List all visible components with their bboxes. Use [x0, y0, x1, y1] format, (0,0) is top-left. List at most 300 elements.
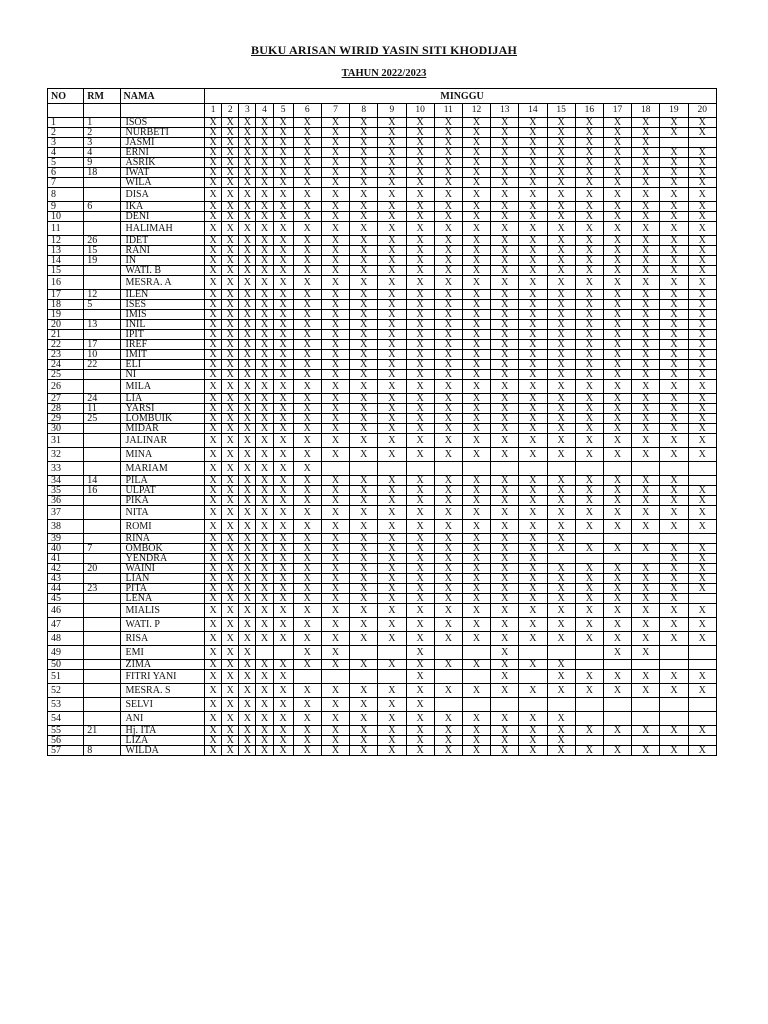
attendance-mark: X	[462, 594, 490, 604]
attendance-mark: X	[406, 138, 434, 148]
attendance-mark: X	[273, 462, 293, 476]
attendance-mark: X	[321, 506, 349, 520]
empty-cell	[256, 646, 273, 660]
empty-cell	[660, 646, 688, 660]
rm-number: 10	[84, 350, 120, 360]
attendance-mark: X	[205, 574, 222, 584]
row-number: 2	[48, 128, 84, 138]
row-number: 15	[48, 266, 84, 276]
attendance-mark: X	[293, 554, 321, 564]
attendance-mark: X	[321, 736, 349, 746]
attendance-mark: X	[688, 246, 716, 256]
row-number: 1	[48, 118, 84, 128]
attendance-mark: X	[239, 202, 256, 212]
attendance-mark: X	[491, 604, 519, 618]
attendance-mark: X	[256, 350, 273, 360]
member-name: WILDA	[120, 746, 205, 756]
attendance-mark: X	[239, 350, 256, 360]
attendance-mark: X	[660, 222, 688, 236]
attendance-mark: X	[256, 486, 273, 496]
week-number: 7	[321, 104, 349, 118]
attendance-mark: X	[462, 158, 490, 168]
attendance-mark: X	[547, 544, 575, 554]
attendance-mark: X	[205, 236, 222, 246]
attendance-mark: X	[547, 370, 575, 380]
attendance-mark: X	[491, 290, 519, 300]
attendance-mark: X	[321, 476, 349, 486]
attendance-mark: X	[273, 520, 293, 534]
attendance-mark: X	[256, 340, 273, 350]
attendance-mark: X	[547, 276, 575, 290]
attendance-mark: X	[350, 404, 378, 414]
attendance-mark: X	[603, 564, 631, 574]
attendance-mark: X	[688, 340, 716, 350]
attendance-mark: X	[378, 574, 406, 584]
table-row	[48, 574, 717, 584]
attendance-mark: X	[434, 404, 462, 414]
row-number: 16	[48, 276, 84, 290]
attendance-mark: X	[222, 340, 239, 350]
attendance-mark: X	[378, 168, 406, 178]
attendance-mark: X	[462, 118, 490, 128]
attendance-mark: X	[239, 118, 256, 128]
attendance-mark: X	[688, 404, 716, 414]
row-number: 12	[48, 236, 84, 246]
attendance-mark: X	[293, 486, 321, 496]
empty-cell	[632, 462, 660, 476]
attendance-mark: X	[547, 584, 575, 594]
attendance-mark: X	[293, 212, 321, 222]
member-name: ZIMA	[120, 660, 205, 670]
attendance-mark: X	[222, 554, 239, 564]
attendance-mark: X	[378, 340, 406, 350]
attendance-mark: X	[632, 222, 660, 236]
attendance-mark: X	[603, 168, 631, 178]
week-number: 1	[205, 104, 222, 118]
attendance-mark: X	[350, 118, 378, 128]
rm-number: 13	[84, 320, 120, 330]
attendance-mark: X	[434, 534, 462, 544]
attendance-mark: X	[575, 604, 603, 618]
rm-number	[84, 276, 120, 290]
member-name: SELVI	[120, 698, 205, 712]
row-number: 22	[48, 340, 84, 350]
attendance-mark: X	[406, 698, 434, 712]
attendance-mark: X	[222, 632, 239, 646]
attendance-mark: X	[350, 574, 378, 584]
attendance-mark: X	[491, 544, 519, 554]
attendance-mark: X	[378, 394, 406, 404]
member-name: ELI	[120, 360, 205, 370]
attendance-mark: X	[462, 212, 490, 222]
attendance-mark: X	[434, 330, 462, 340]
attendance-mark: X	[519, 158, 547, 168]
attendance-mark: X	[273, 574, 293, 584]
table-row	[48, 276, 717, 290]
attendance-mark: X	[321, 604, 349, 618]
attendance-mark: X	[406, 726, 434, 736]
attendance-mark: X	[378, 584, 406, 594]
attendance-mark: X	[350, 394, 378, 404]
attendance-mark: X	[491, 138, 519, 148]
attendance-mark: X	[321, 128, 349, 138]
attendance-mark: X	[378, 618, 406, 632]
empty-cell	[491, 698, 519, 712]
empty-cell	[603, 736, 631, 746]
attendance-mark: X	[660, 434, 688, 448]
attendance-mark: X	[205, 360, 222, 370]
attendance-mark: X	[547, 256, 575, 266]
empty-cell	[660, 698, 688, 712]
attendance-mark: X	[519, 380, 547, 394]
attendance-mark: X	[575, 158, 603, 168]
attendance-mark: X	[632, 646, 660, 660]
attendance-mark: X	[434, 290, 462, 300]
week-number: 3	[239, 104, 256, 118]
attendance-mark: X	[293, 712, 321, 726]
attendance-mark: X	[491, 266, 519, 276]
attendance-mark: X	[406, 222, 434, 236]
attendance-mark: X	[603, 202, 631, 212]
rm-number	[84, 736, 120, 746]
attendance-mark: X	[293, 646, 321, 660]
attendance-mark: X	[547, 660, 575, 670]
attendance-mark: X	[378, 564, 406, 574]
empty-cell	[519, 698, 547, 712]
attendance-mark: X	[321, 310, 349, 320]
member-name: FITRI YANI	[120, 670, 205, 684]
attendance-mark: X	[462, 148, 490, 158]
attendance-mark: X	[256, 394, 273, 404]
member-name: JALINAR	[120, 434, 205, 448]
attendance-mark: X	[350, 564, 378, 574]
attendance-mark: X	[256, 496, 273, 506]
attendance-mark: X	[222, 394, 239, 404]
attendance-mark: X	[378, 684, 406, 698]
attendance-mark: X	[519, 486, 547, 496]
attendance-mark: X	[350, 158, 378, 168]
member-name: YARSI	[120, 404, 205, 414]
attendance-mark: X	[273, 496, 293, 506]
attendance-mark: X	[491, 330, 519, 340]
empty-cell	[378, 462, 406, 476]
attendance-mark: X	[519, 300, 547, 310]
attendance-mark: X	[222, 222, 239, 236]
attendance-mark: X	[350, 310, 378, 320]
attendance-mark: X	[406, 394, 434, 404]
attendance-mark: X	[350, 712, 378, 726]
attendance-mark: X	[462, 290, 490, 300]
attendance-mark: X	[434, 350, 462, 360]
attendance-mark: X	[660, 276, 688, 290]
attendance-mark: X	[575, 544, 603, 554]
attendance-mark: X	[406, 370, 434, 380]
attendance-mark: X	[205, 404, 222, 414]
attendance-mark: X	[519, 246, 547, 256]
rm-number	[84, 712, 120, 726]
attendance-mark: X	[491, 360, 519, 370]
attendance-mark: X	[406, 646, 434, 660]
empty-cell	[632, 736, 660, 746]
attendance-mark: X	[632, 544, 660, 554]
member-name: ROMI	[120, 520, 205, 534]
table-row	[48, 236, 717, 246]
empty-cell	[519, 462, 547, 476]
attendance-mark: X	[321, 340, 349, 350]
attendance-mark: X	[547, 424, 575, 434]
empty-cell	[462, 698, 490, 712]
member-name: DENI	[120, 212, 205, 222]
attendance-mark: X	[256, 584, 273, 594]
attendance-mark: X	[273, 188, 293, 202]
attendance-mark: X	[688, 188, 716, 202]
attendance-mark: X	[491, 746, 519, 756]
row-number: 30	[48, 424, 84, 434]
attendance-mark: X	[256, 188, 273, 202]
attendance-mark: X	[603, 236, 631, 246]
empty-cell	[547, 462, 575, 476]
attendance-mark: X	[239, 726, 256, 736]
attendance-mark: X	[491, 632, 519, 646]
attendance-mark: X	[273, 618, 293, 632]
attendance-mark: X	[575, 380, 603, 394]
attendance-mark: X	[603, 256, 631, 266]
attendance-mark: X	[406, 574, 434, 584]
table-row	[48, 534, 717, 544]
attendance-mark: X	[239, 212, 256, 222]
attendance-mark: X	[462, 256, 490, 266]
attendance-mark: X	[350, 212, 378, 222]
attendance-mark: X	[256, 698, 273, 712]
attendance-mark: X	[406, 486, 434, 496]
attendance-mark: X	[491, 340, 519, 350]
attendance-mark: X	[434, 594, 462, 604]
attendance-mark: X	[462, 496, 490, 506]
week-number: 13	[491, 104, 519, 118]
attendance-mark: X	[222, 520, 239, 534]
attendance-mark: X	[273, 746, 293, 756]
member-name: LENA	[120, 594, 205, 604]
attendance-mark: X	[321, 266, 349, 276]
attendance-mark: X	[239, 320, 256, 330]
attendance-mark: X	[350, 698, 378, 712]
attendance-mark: X	[239, 746, 256, 756]
attendance-mark: X	[491, 736, 519, 746]
week-number: 14	[519, 104, 547, 118]
attendance-mark: X	[406, 300, 434, 310]
attendance-mark: X	[222, 330, 239, 340]
empty-cell	[48, 104, 84, 118]
member-name: LIAN	[120, 574, 205, 584]
attendance-mark: X	[603, 138, 631, 148]
attendance-mark: X	[256, 212, 273, 222]
attendance-mark: X	[293, 584, 321, 594]
attendance-mark: X	[632, 320, 660, 330]
attendance-mark: X	[575, 330, 603, 340]
attendance-mark: X	[350, 168, 378, 178]
attendance-mark: X	[273, 684, 293, 698]
attendance-mark: X	[378, 534, 406, 544]
attendance-mark: X	[575, 370, 603, 380]
member-list	[48, 118, 717, 756]
attendance-mark: X	[222, 684, 239, 698]
attendance-mark: X	[406, 256, 434, 266]
attendance-mark: X	[406, 236, 434, 246]
attendance-mark: X	[378, 414, 406, 424]
attendance-mark: X	[321, 212, 349, 222]
attendance-mark: X	[519, 476, 547, 486]
attendance-mark: X	[575, 476, 603, 486]
attendance-mark: X	[660, 554, 688, 564]
empty-cell	[688, 476, 716, 486]
attendance-mark: X	[660, 414, 688, 424]
attendance-mark: X	[547, 746, 575, 756]
attendance-mark: X	[660, 350, 688, 360]
attendance-mark: X	[603, 188, 631, 202]
attendance-mark: X	[378, 266, 406, 276]
attendance-mark: X	[575, 618, 603, 632]
attendance-mark: X	[547, 520, 575, 534]
attendance-mark: X	[406, 712, 434, 726]
attendance-mark: X	[205, 320, 222, 330]
rm-number: 26	[84, 236, 120, 246]
attendance-mark: X	[293, 188, 321, 202]
attendance-mark: X	[293, 266, 321, 276]
header-rm: RM	[84, 89, 120, 104]
attendance-mark: X	[293, 394, 321, 404]
attendance-mark: X	[273, 360, 293, 370]
attendance-mark: X	[205, 178, 222, 188]
attendance-mark: X	[205, 256, 222, 266]
attendance-mark: X	[519, 604, 547, 618]
attendance-mark: X	[205, 462, 222, 476]
attendance-mark: X	[222, 380, 239, 394]
rm-number: 8	[84, 746, 120, 756]
empty-cell	[575, 698, 603, 712]
attendance-mark: X	[575, 276, 603, 290]
attendance-mark: X	[378, 246, 406, 256]
attendance-mark: X	[434, 424, 462, 434]
attendance-mark: X	[462, 544, 490, 554]
attendance-mark: X	[632, 414, 660, 424]
attendance-mark: X	[239, 370, 256, 380]
attendance-mark: X	[222, 534, 239, 544]
attendance-mark: X	[547, 266, 575, 276]
attendance-mark: X	[273, 670, 293, 684]
empty-cell	[462, 646, 490, 660]
attendance-mark: X	[688, 604, 716, 618]
attendance-mark: X	[688, 394, 716, 404]
attendance-mark: X	[688, 584, 716, 594]
rm-number: 11	[84, 404, 120, 414]
attendance-mark: X	[660, 148, 688, 158]
rm-number: 4	[84, 148, 120, 158]
attendance-mark: X	[547, 178, 575, 188]
row-number: 41	[48, 554, 84, 564]
row-number: 13	[48, 246, 84, 256]
attendance-mark: X	[293, 544, 321, 554]
attendance-mark: X	[603, 544, 631, 554]
table-row	[48, 128, 717, 138]
table-row	[48, 370, 717, 380]
row-number: 23	[48, 350, 84, 360]
attendance-mark: X	[688, 684, 716, 698]
attendance-mark: X	[519, 370, 547, 380]
attendance-mark: X	[632, 394, 660, 404]
attendance-mark: X	[406, 670, 434, 684]
attendance-mark: X	[491, 660, 519, 670]
attendance-mark: X	[603, 726, 631, 736]
attendance-mark: X	[660, 486, 688, 496]
attendance-mark: X	[491, 554, 519, 564]
attendance-mark: X	[519, 564, 547, 574]
attendance-mark: X	[293, 564, 321, 574]
attendance-mark: X	[239, 188, 256, 202]
attendance-mark: X	[575, 404, 603, 414]
attendance-mark: X	[350, 290, 378, 300]
week-number: 20	[688, 104, 716, 118]
empty-cell	[688, 660, 716, 670]
attendance-mark: X	[462, 660, 490, 670]
attendance-mark: X	[350, 746, 378, 756]
member-name: HALIMAH	[120, 222, 205, 236]
attendance-mark: X	[239, 158, 256, 168]
attendance-mark: X	[519, 222, 547, 236]
attendance-mark: X	[491, 188, 519, 202]
attendance-mark: X	[688, 168, 716, 178]
attendance-mark: X	[603, 380, 631, 394]
attendance-mark: X	[378, 178, 406, 188]
attendance-mark: X	[321, 726, 349, 736]
attendance-mark: X	[239, 330, 256, 340]
table-row	[48, 138, 717, 148]
attendance-mark: X	[660, 178, 688, 188]
member-name: PITA	[120, 584, 205, 594]
attendance-mark: X	[205, 168, 222, 178]
rm-number: 12	[84, 290, 120, 300]
attendance-mark: X	[378, 404, 406, 414]
table-row	[48, 394, 717, 404]
attendance-mark: X	[222, 168, 239, 178]
empty-cell	[660, 534, 688, 544]
attendance-mark: X	[273, 594, 293, 604]
attendance-mark: X	[632, 290, 660, 300]
attendance-mark: X	[575, 520, 603, 534]
attendance-mark: X	[491, 236, 519, 246]
attendance-mark: X	[406, 618, 434, 632]
attendance-mark: X	[239, 310, 256, 320]
attendance-mark: X	[273, 256, 293, 266]
attendance-mark: X	[462, 340, 490, 350]
empty-cell	[575, 554, 603, 564]
attendance-mark: X	[462, 618, 490, 632]
member-name: ANI	[120, 712, 205, 726]
attendance-mark: X	[321, 222, 349, 236]
attendance-mark: X	[519, 320, 547, 330]
attendance-mark: X	[491, 246, 519, 256]
attendance-mark: X	[660, 360, 688, 370]
attendance-mark: X	[256, 222, 273, 236]
rm-number	[84, 424, 120, 434]
attendance-mark: X	[462, 360, 490, 370]
row-number: 53	[48, 698, 84, 712]
attendance-mark: X	[462, 554, 490, 564]
attendance-mark: X	[434, 486, 462, 496]
attendance-mark: X	[575, 202, 603, 212]
attendance-mark: X	[378, 212, 406, 222]
table-row	[48, 712, 717, 726]
attendance-mark: X	[462, 726, 490, 736]
